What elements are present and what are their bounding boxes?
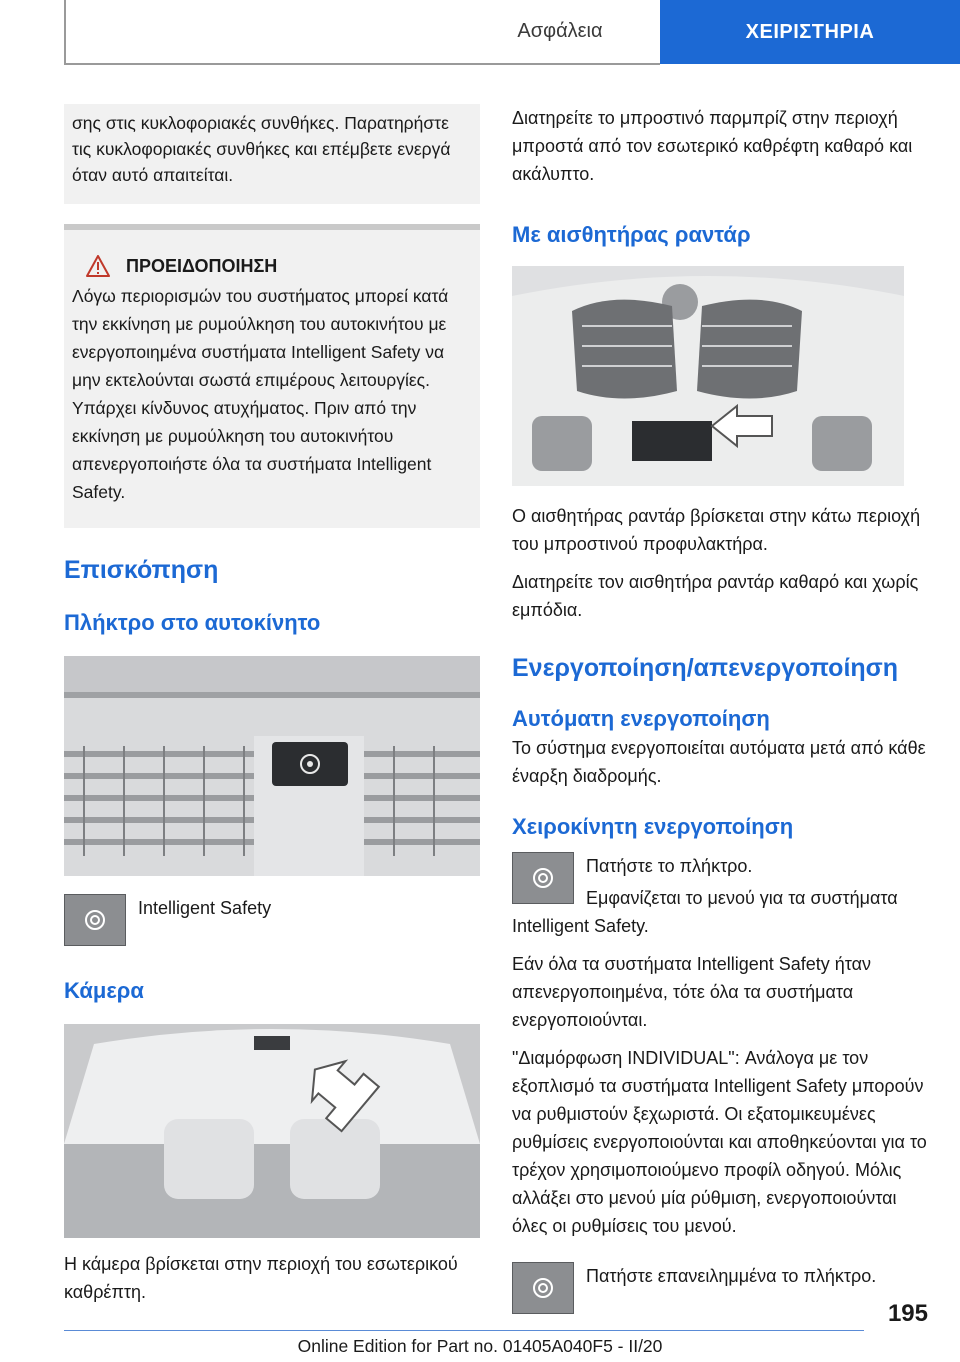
header-border-bottom [64,63,660,65]
auto-activation-text: Το σύστημα ενεργοποιείται αυτόματα μετά από κάθε έναρξη διαδρομής. [512,738,926,786]
left-column [64,104,480,1316]
button-in-car-heading: Πλήκτρο στο αυτοκίνητο [64,610,321,635]
menu-text: Εμφανίζεται το μενού για τα συστήματα Intelligent Safety. [512,888,898,936]
footer-divider [64,1330,864,1331]
car-front-illustration [512,266,904,486]
header-border-left [64,0,66,64]
activation-heading: Ενεργοποίηση/απενεργοποίηση [512,654,899,682]
press-repeat-text: Πατήστε επανειλημμένα το πλήκτρο. [586,1266,877,1286]
intro-box: σης στις κυκλοφοριακές συνθήκες. Παρατηρήστε τις κυκλοφοριακές συνθήκες και επέμβετε ενεργά όταν αυτό απαιτείται. [64,104,480,204]
dashboard-button-image [64,656,480,876]
footer-edition: Online Edition for Part no. 01405A040F5 - II/20 [297,1336,663,1356]
manual-activation-heading: Χειροκίνητη ενεργοποίηση [512,814,794,839]
radar-heading: Με αισθητήρας ραντάρ [512,222,751,247]
header-chapter-tab[interactable]: ΧΕΙΡΙΣΤΗΡΙΑ [660,0,960,64]
all-off-text: Εάν όλα τα συστήματα Intelligent Safety ήταν απενεργοποιημένα, τότε όλα τα συστήματα ενεργοποιούνται. [512,954,872,1030]
radar-location-text: Ο αισθητήρας ραντάρ βρίσκεται στην κάτω περιοχή του μπροστινού προφυλακτήρα. [512,506,921,554]
warning-triangle-icon [86,255,110,277]
auto-activation-heading: Αυτόματη ενεργοποίηση [512,706,770,731]
intelligent-safety-button-icon-2[interactable] [512,852,574,904]
overview-heading: Επισκόπηση [64,556,219,584]
intelligent-safety-button-icon-3[interactable] [512,1262,574,1314]
camera-heading: Κάμερα [64,978,144,1003]
repeat-key-row [512,1262,928,1314]
intelligent-safety-icon [531,866,555,890]
individual-text: "Διαμόρφωση INDIVIDUAL": Ανάλογα με τον εξοπλισμό τα συστήματα Intelligent Safety μπορούν να ρυθμιστούν ξεχωριστά. Οι εξατομικευμένες ρυθμίσεις ενεργοποιούνται και αποθηκεύονται για το τρέχον χρησιμοποιούμενο προφίλ οδηγού. Μόλις αλλάξει στο μενού μία ρύθμιση, ενεργοποιούνται όλες οι ρυθμίσεις του μενού. [512,1048,927,1236]
header-section-title: Ασφάλεια [517,19,603,42]
right-column [512,104,928,1314]
intelligent-safety-caption: Intelligent Safety [138,898,272,918]
warning-text: Λόγω περιορισμών του συστήματος μπορεί κατά την εκκίνηση με ρυμούλκηση του αυτοκινήτου με ενεργοποιημένα συστήματα Intelligent Safety να μην εκτελούνται σωστά επιμέρους λειτουργίες. Υπάρχει κίνδυνος ατυχήματος. Πριν από την εκκίνηση με ρυμούλκηση του αυτοκινήτου απενεργοποιήστε όλα τα συστήματα Intelligent Safety. [72,286,449,502]
page-number: 195 [887,1300,928,1327]
warning-title: ΠΡΟΕΙΔΟΠΟΙΗΣΗ [126,256,278,276]
intelligent-safety-icon [531,1276,555,1300]
radar-clean-text: Διατηρείτε τον αισθητήρα ραντάρ καθαρό και χωρίς εμπόδια. [512,572,919,620]
windshield-text: Διατηρείτε το μπροστινό παρμπρίζ στην περιοχή μπροστά από τον εσωτερικό καθρέφτη καθαρό και ακάλυπτο. [512,108,913,184]
camera-image [64,1024,480,1238]
dashboard-illustration [64,656,480,876]
car-interior-illustration [64,1024,480,1238]
radar-sensor-image [512,266,904,486]
camera-location-text: Η κάμερα βρίσκεται στην περιοχή του εσωτερικού καθρέπτη. [64,1254,458,1302]
intelligent-safety-icon [83,908,107,932]
intelligent-safety-key-row [64,894,480,946]
warning-heading [86,252,472,280]
warning-box [64,224,480,528]
intelligent-safety-button-icon[interactable] [64,894,126,946]
press-key-text: Πατήστε το πλήκτρο. [586,856,753,876]
